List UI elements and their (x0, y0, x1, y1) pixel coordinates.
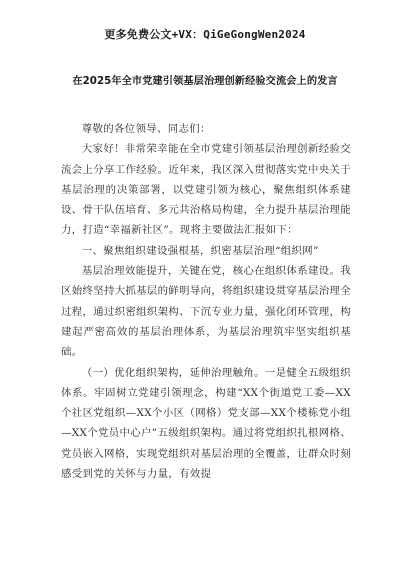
body-paragraph: 基层治理效能提升，关键在党，核心在组织体系建设。我区始终坚持大抓基层的鲜明导向，将组织建设贯穿基层治理全过程，通过织密组织架构、下沉专业力量，强化闭环管理，构建起严密高效的基层治理体系，为基层治理筑牢坚实组织基础。 (61, 265, 351, 359)
watermark-header: 更多免费公文+VX：QiGeGongWen2024 (104, 28, 306, 41)
document-title: 在2025年全市党建引领基层治理创新经验交流会上的发言 (72, 76, 338, 87)
salutation: 尊敬的各位领导、同志们： (81, 123, 211, 135)
document-body (61, 119, 351, 484)
body-paragraph: 大家好！非常荣幸能在全市党建引领基层治理创新经验交流会上分享工作经验。近年来，我区深入贯彻落实党中央关于基层治理的决策部署，以党建引领为核心，聚焦组织体系建设、骨干队伍培育、多元共治格局构建，全力提升基层治理能力，打造“幸福新社区”。现将主要做法汇报如下： (61, 143, 351, 237)
section-heading: 一、聚焦组织建设强根基，织密基层治理“组织网” (81, 244, 319, 257)
body-paragraph: （一）优化组织架构，延伸治理触角。一是健全五级组织体系。牢固树立党建引领理念，构建“XX个街道党工委—XX个社区党组织—XX个小区（网格）党支部—XX个楼栋党小组—XX个党员中心户”五级组织架构。通过将党组织扎根网格、党员嵌入网格，实现党组织对基层治理的全覆盖，让群众时刻感受到党的关怀与力量，有效提 (61, 366, 351, 481)
